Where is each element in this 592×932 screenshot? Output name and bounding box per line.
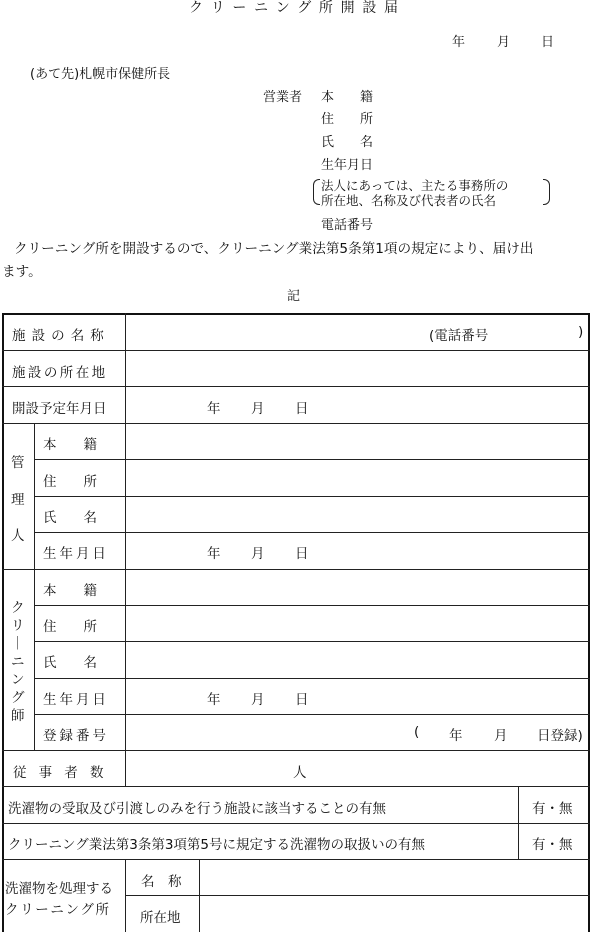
cleaner-group-char-7: 師 — [11, 708, 25, 724]
row-divider — [34, 459, 590, 460]
manager-name-label: 氏 名 — [43, 510, 97, 526]
form-title: クリーニング所開設届 — [189, 0, 406, 16]
pickup-yes-no[interactable]: 有・無 — [532, 801, 573, 817]
handling-yes-no[interactable]: 有・無 — [532, 837, 573, 853]
manager-honseki-label: 本 籍 — [43, 437, 97, 453]
applicant-honseki-label: 本 籍 — [321, 90, 374, 105]
row-divider — [34, 605, 590, 606]
addressee: (あて先)札幌市保健所長 — [30, 67, 171, 82]
row-divider — [125, 895, 590, 896]
date-year-label: 年 — [452, 35, 466, 50]
corp-note-line2: 所在地、名称及び代表者の氏名 — [321, 193, 497, 208]
reg-month: 月 — [494, 728, 508, 744]
facility-address-field[interactable] — [128, 352, 588, 384]
col-divider — [518, 786, 519, 859]
cleaner-name-label: 氏 名 — [43, 655, 97, 671]
row-divider — [2, 350, 590, 351]
row-divider — [2, 386, 590, 387]
cleaner-address-label: 住 所 — [43, 619, 97, 635]
processing-address-label: 所在地 — [140, 910, 181, 926]
col-divider — [199, 859, 200, 932]
date-day-label: 日 — [541, 35, 555, 50]
row-divider — [34, 714, 590, 715]
open-date-label: 開設予定年月日 — [12, 401, 107, 417]
processing-name-label: 名 称 — [141, 874, 182, 890]
cleaner-group-char-4: ニ — [11, 654, 25, 670]
manager-group-char-2: 理 — [11, 492, 25, 508]
corp-note-left-bracket — [313, 179, 320, 205]
reg-year: 年 — [449, 728, 463, 744]
facility-address-label: 施設の所在地 — [12, 365, 108, 381]
row-divider — [34, 532, 590, 533]
date-month-label: 月 — [497, 35, 511, 50]
facility-phone-close: ) — [578, 324, 584, 340]
open-date-month: 月 — [251, 401, 265, 417]
corp-note-line1: 法人にあっては、主たる事務所の — [321, 178, 509, 193]
row-divider — [2, 823, 590, 824]
facility-name-field[interactable] — [128, 316, 588, 348]
reg-day-registered: 日登録) — [537, 728, 583, 744]
facility-name-label: 施設の名称 — [12, 328, 110, 344]
processing-label-line2: クリーニング所 — [5, 902, 111, 918]
applicant-label: 営業者 — [263, 90, 303, 105]
staff-count-label: 従事者数 — [13, 765, 116, 781]
reg-number-label: 登録番号 — [43, 728, 109, 744]
col-divider — [125, 750, 126, 786]
cleaner-birth-year: 年 — [207, 692, 221, 708]
applicant-birth-label: 生年月日 — [321, 158, 374, 173]
row-divider — [34, 678, 590, 679]
cleaner-group-char-6: グ — [11, 690, 25, 706]
manager-birth-year: 年 — [207, 546, 221, 562]
cleaner-birth-month: 月 — [251, 692, 265, 708]
applicant-phone-label: 電話番号 — [321, 218, 374, 233]
col-divider — [125, 859, 126, 932]
cleaner-group-char-1: ク — [11, 600, 25, 616]
applicant-address-label: 住 所 — [321, 112, 374, 127]
cleaner-group-char-3: ｜ — [11, 636, 25, 652]
body-text-line2: ます。 — [2, 264, 42, 280]
pickup-question: 洗濯物の受取及び引渡しのみを行う施設に該当することの有無 — [8, 801, 386, 817]
row-divider — [34, 641, 590, 642]
row-divider — [2, 569, 590, 570]
cleaner-birth-day: 日 — [295, 692, 309, 708]
row-divider — [2, 750, 590, 751]
col-divider — [34, 423, 35, 750]
manager-address-label: 住 所 — [43, 474, 97, 490]
corp-note-right-bracket — [543, 179, 550, 205]
applicant-name-label: 氏 名 — [321, 135, 374, 150]
cleaner-group-char-2: リ — [11, 618, 25, 634]
reg-open-paren: ( — [414, 724, 420, 740]
cleaner-group-char-5: ン — [11, 672, 25, 688]
body-text-line1: クリーニング所を開設するので、クリーニング業法第5条第1項の規定により、届け出 — [14, 241, 534, 257]
manager-birth-day: 日 — [295, 546, 309, 562]
manager-group-char-3: 人 — [11, 528, 25, 544]
facility-phone-label: (電話番号 — [429, 328, 489, 344]
row-divider — [2, 423, 590, 424]
handling-question: クリーニング業法第3条第3項第5号に規定する洗濯物の取扱いの有無 — [8, 837, 425, 853]
processing-label-line1: 洗濯物を処理する — [5, 881, 113, 897]
row-divider — [2, 786, 590, 787]
manager-birth-label: 生年月日 — [43, 546, 109, 562]
open-date-day: 日 — [295, 401, 309, 417]
manager-group-char-1: 管 — [11, 455, 25, 471]
col-divider — [125, 313, 126, 750]
open-date-year: 年 — [207, 401, 221, 417]
row-divider — [34, 496, 590, 497]
cleaner-honseki-label: 本 籍 — [43, 583, 97, 599]
cleaner-birth-label: 生年月日 — [43, 692, 109, 708]
ki-label: 記 — [287, 289, 301, 304]
staff-count-unit: 人 — [293, 765, 307, 781]
row-divider — [2, 859, 590, 860]
manager-birth-month: 月 — [251, 546, 265, 562]
